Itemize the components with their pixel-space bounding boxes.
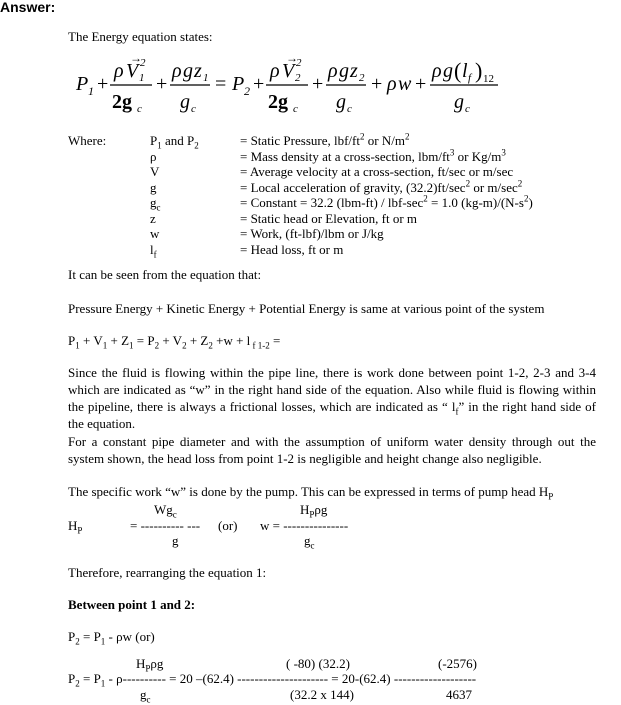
eq-rho2: ρ bbox=[172, 60, 182, 82]
eq-gc-2-sub: c bbox=[347, 103, 352, 115]
eq-z1-sub: 1 bbox=[203, 72, 209, 84]
where-label: Where: bbox=[68, 133, 107, 148]
eq-rho3: ρ bbox=[270, 60, 280, 82]
variable-symbol: w bbox=[150, 226, 160, 241]
paragraph-pump-head: The specific work “w” is done by the pump. This can be expressed in terms of pump head $H_P$ bbox=[68, 484, 554, 502]
eq-rho5: ρ bbox=[387, 73, 397, 95]
eq-gc-3-sub: c bbox=[465, 103, 470, 115]
energy-text: Pressure Energy + Kinetic Energy + Potential Energy is same at various point of the system bbox=[68, 301, 545, 316]
paragraph-head-loss: For a constant pipe diameter and with the assumption of uniform water density through out the system shown, the head loss from point 1-2 is negligible and height change also negligible. bbox=[68, 434, 596, 466]
final-den-right: 4637 bbox=[446, 687, 472, 702]
eq-v1-sub: 1 bbox=[139, 72, 145, 84]
paragraph-work-losses: Since the fluid is flowing within the pipe line, there is work done between point 1-2, 2-3 and 3-4 which are indicated as “w” in the right hand side of the equation. Also while fluid is flowing within the pipeline, there is always a frictional losses, which are indicated as “ $l_f$” in the right hand side of the equation. bbox=[68, 365, 597, 431]
between-heading: Between point 1 and 2: bbox=[68, 597, 196, 612]
eq-2gc-2: 2g bbox=[268, 91, 288, 113]
final-equation: $P_2 = P_1 - \rho---------- = 20$ –(62.4) --------------------- = 20-(62.4) ------------------- bbox=[68, 671, 477, 689]
variable-description: = Constant = 32.2 (lbm-ft) / lbf-$\sec^2 = 1.0$ $(kg-m)/(N-s^2)$ bbox=[240, 193, 533, 210]
eq-seg: 12 bbox=[483, 73, 494, 85]
intro-text: The Energy equation states: bbox=[68, 29, 213, 44]
variable-description: = Static Pressure, lbf/$ft^2$ or $N/m^2$ bbox=[240, 131, 410, 148]
pump-hp-label: $H_P$ bbox=[68, 518, 83, 536]
eq-2gc-1-sub: c bbox=[137, 103, 142, 115]
energy-equation bbox=[70, 50, 530, 120]
rearrange-text: Therefore, rearranging the equation 1: bbox=[68, 565, 267, 580]
final-num-right: (-2576) bbox=[438, 656, 477, 671]
svg-text:→: → bbox=[130, 51, 142, 65]
variable-description: = Work, (ft-lbf)/lbm or J/kg bbox=[240, 226, 384, 241]
svg-text:+: + bbox=[415, 73, 427, 95]
eq-v1-sq: 2 bbox=[140, 57, 146, 69]
variable-symbol: $l_f$ bbox=[150, 241, 157, 260]
variable-symbol: z bbox=[150, 210, 156, 226]
eq-gc-1: g bbox=[180, 91, 190, 113]
eq-rho4: ρ bbox=[328, 60, 338, 82]
pump-num2: $H_P\rho g$ bbox=[300, 502, 328, 520]
svg-text:+: + bbox=[371, 73, 383, 95]
eq-v1: V bbox=[126, 60, 139, 82]
pump-eq1: = ---------- --- bbox=[130, 518, 201, 533]
eq-v2: V bbox=[282, 60, 295, 82]
energy-equation-svg bbox=[70, 50, 530, 120]
final-den-mid: (32.2 x 144) bbox=[290, 687, 354, 702]
answer-heading: Answer: bbox=[0, 0, 56, 15]
eq-gc-3: g bbox=[454, 91, 464, 113]
eq-rho1: ρ bbox=[114, 60, 124, 82]
svg-text:→: → bbox=[286, 51, 298, 65]
svg-text:+: + bbox=[312, 73, 324, 95]
eq-gc-1-sub: c bbox=[191, 103, 196, 115]
eq-p1: P bbox=[76, 73, 89, 95]
variable-symbol: ρ bbox=[150, 148, 157, 164]
svg-text:+: + bbox=[156, 73, 168, 95]
eq-p1-sub: 1 bbox=[88, 84, 94, 98]
eq-p2: P bbox=[232, 73, 245, 95]
final-den-gc: $g_c$ bbox=[140, 687, 151, 705]
eq-gc-2: g bbox=[336, 91, 346, 113]
eq-z1: z bbox=[194, 60, 202, 82]
sum-equation: $P_1 + V_1 + Z_1 = P_2 + V_2 + Z_2 +w + l$ $_{f 1-2}$ = bbox=[68, 333, 281, 351]
eq-lf: l bbox=[462, 60, 468, 82]
eq-w: w bbox=[398, 73, 412, 95]
svg-text:+: + bbox=[97, 73, 109, 95]
variable-description: = Static head or Elevation, ft or m bbox=[240, 210, 418, 226]
variable-symbol: g bbox=[150, 179, 157, 195]
pump-num1: $Wg_c$ bbox=[154, 502, 177, 520]
eq-p2-sub: 2 bbox=[244, 84, 250, 98]
variable-description: = Mass density at a cross-section, lbm/$ft^3$ or $Kg/m^3$ bbox=[240, 147, 506, 164]
eq-v2-sq: 2 bbox=[296, 57, 302, 69]
eq-z2-sub: 2 bbox=[359, 72, 365, 84]
final-num-hp: $H_P\rho g$ bbox=[136, 656, 164, 674]
eq-2gc-2-sub: c bbox=[293, 103, 298, 115]
variable-symbol: $P_1$ and $P_2$ bbox=[150, 133, 199, 151]
pump-w-eq: w = --------------- bbox=[260, 518, 349, 533]
variable-symbol: V bbox=[150, 164, 160, 179]
svg-text:): ) bbox=[475, 58, 483, 83]
eq-rho6: ρ bbox=[432, 60, 442, 82]
eq-2gc-1: 2g bbox=[112, 91, 132, 113]
eq-g3: g bbox=[443, 60, 453, 82]
seen-text: It can be seen from the equation that: bbox=[68, 267, 262, 282]
eq-g1: g bbox=[183, 60, 193, 82]
final-num-mid: ( -80) (32.2) bbox=[286, 656, 350, 671]
eq-v2-sub: 2 bbox=[295, 72, 301, 84]
svg-text:+: + bbox=[253, 73, 265, 95]
pump-den2: $g_c$ bbox=[304, 533, 315, 551]
eq-z2: z bbox=[350, 60, 358, 82]
eq-lf-sub: f bbox=[468, 72, 472, 84]
pump-or: (or) bbox=[218, 518, 238, 533]
variable-description: = Head loss, ft or m bbox=[240, 241, 344, 257]
p2-equation: $P_2 = P_1 - \rho w$ (or) bbox=[68, 629, 155, 647]
eq-g2: g bbox=[339, 60, 349, 82]
variable-symbol: $g_c$ bbox=[150, 195, 161, 213]
svg-text:(: ( bbox=[454, 58, 462, 83]
svg-text:=: = bbox=[215, 73, 227, 95]
variable-description: = Average velocity at a cross-section, ft/sec or m/sec bbox=[240, 164, 514, 179]
pump-den1: g bbox=[172, 533, 179, 548]
variable-description: = Local acceleration of gravity, $(32.2)ft/\sec^2$ or $m/\sec^2$ bbox=[240, 178, 523, 195]
